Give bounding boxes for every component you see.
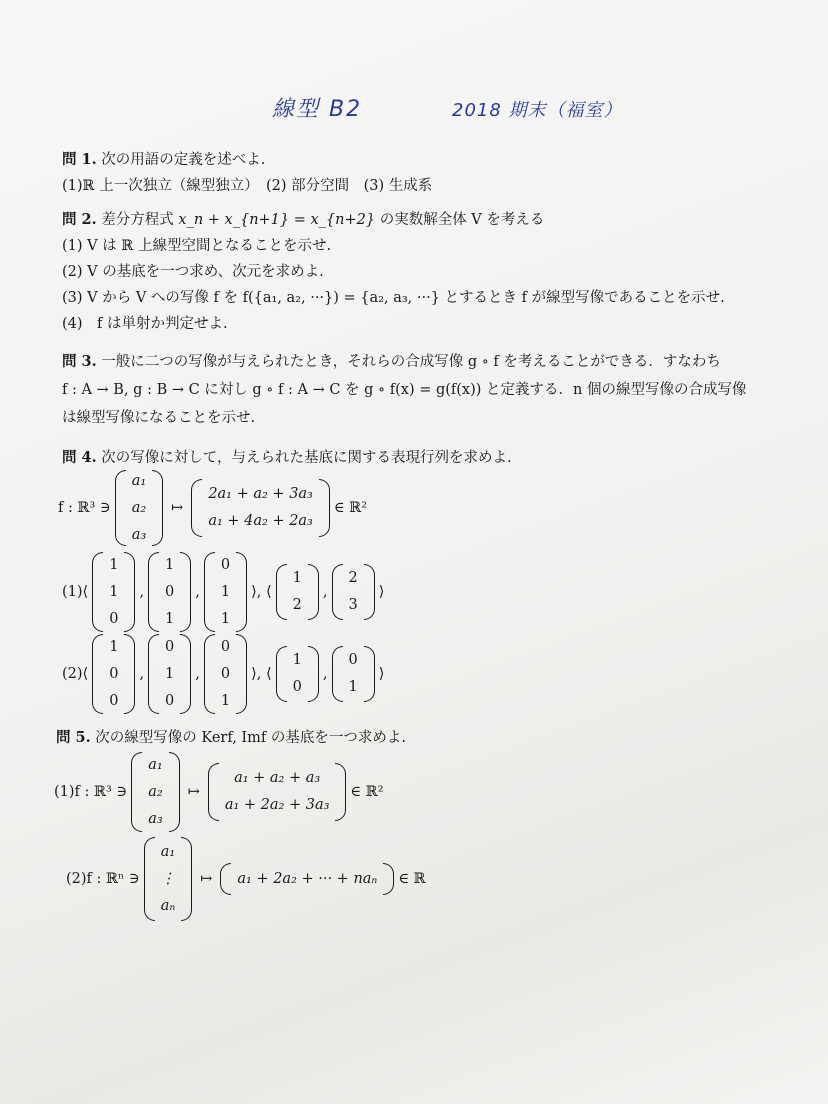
q5-sub1: (1)f : ℝ³ ∋ a₁ a₂ a₃ ↦ a₁ + a₂ + a₃ a₁ + 2a₂ + 3a₃ ∈ ℝ² xyxy=(54,752,384,832)
q2-text-pre: 差分方程式 xyxy=(101,212,179,228)
q2-item-4: (4) f は単射か判定せよ. xyxy=(62,316,228,332)
q4-sub1-basis-vector: 0 1 1 xyxy=(204,552,247,633)
q4-sub2-target-vector: 0 1 xyxy=(332,646,375,702)
q4-sub1-label: (1)⟨ xyxy=(62,584,89,600)
q2-label: 問 2. xyxy=(62,211,97,228)
q3-line-1 xyxy=(62,352,721,372)
q5-text: 次の線型写像の Kerf, Imf の基底を一つ求めよ. xyxy=(95,730,406,746)
q5-sub1-input-vector: a₁ a₂ a₃ xyxy=(131,752,179,833)
q2-item-1: (1) V は ℝ 上線型空間となることを示せ. xyxy=(62,238,332,254)
q2-equation: x_n + x_{n+1} = x_{n+2} xyxy=(178,212,376,228)
q4-output-vector: 2a₁ + a₂ + 3a₃ a₁ + 4a₂ + 2a₃ xyxy=(191,479,330,537)
q4-sub1-basis-vector: 1 1 0 xyxy=(92,552,135,633)
q2-item-3: (3) V から V への写像 f を f({a₁, a₂, ···}) = {a₂, a₃, ···} とするとき f が線型写像であることを示せ. xyxy=(62,290,725,306)
q4-mapsto: ↦ xyxy=(171,500,184,516)
handwritten-meta: 2018 期末（福室） xyxy=(452,100,623,121)
q4-map-prefix: f : ℝ³ ∋ xyxy=(58,500,111,516)
q1-heading xyxy=(62,150,265,170)
q1-items: (1)ℝ 上一次独立（線型独立） (2) 部分空間 (3) 生成系 xyxy=(62,178,433,194)
q5-sub2-input-vector: a₁ ⋮ aₙ xyxy=(144,837,193,921)
q4-sub2-target-vector: 1 0 xyxy=(276,646,319,702)
q5-sub1-prefix: (1)f : ℝ³ ∋ xyxy=(54,784,128,800)
q4-sub2-basis-vector: 0 0 1 xyxy=(204,634,247,715)
q3-line-3: は線型写像になることを示せ. xyxy=(62,410,256,426)
q4-heading xyxy=(62,448,512,468)
q5-sub2-output-vector: a₁ + 2a₂ + ··· + naₙ xyxy=(220,863,394,895)
q4-input-vector: a₁ a₂ a₃ xyxy=(115,468,163,549)
q5-sub2-codomain: ∈ ℝ xyxy=(398,871,426,887)
q4-sub2-basis-vector: 0 1 0 xyxy=(148,634,191,715)
q2-heading xyxy=(62,210,544,230)
q5-sub2: (2)f : ℝⁿ ∋ a₁ ⋮ aₙ ↦ a₁ + 2a₂ + ··· + naₙ ∈ ℝ xyxy=(66,836,426,922)
q4-sub1-basis-vector: 1 0 1 xyxy=(148,552,191,633)
q4-text: 次の写像に対して，与えられた基底に関する表現行列を求めよ. xyxy=(101,450,512,466)
q4-codomain: ∈ ℝ² xyxy=(333,500,368,516)
q3-text-1: 一般に二つの写像が与えられたとき，それらの合成写像 g ∘ f を考えることができる．すなわち xyxy=(101,354,721,370)
q1-text: 次の用語の定義を述べよ. xyxy=(101,152,266,168)
q4-sub2-label: (2)⟨ xyxy=(62,666,89,682)
q5-label: 問 5. xyxy=(56,729,91,746)
q2-item-2: (2) V の基底を一つ求め、次元を求めよ. xyxy=(62,264,324,280)
q5-sub1-codomain: ∈ ℝ² xyxy=(350,784,384,800)
q3-label: 問 3. xyxy=(62,353,97,370)
q4-sub1-target-vector: 1 2 xyxy=(276,564,319,620)
q4-label: 問 4. xyxy=(62,449,97,466)
q4-sub1: (1)⟨ 1 1 0 , 1 0 1 , 0 1 1 ⟩, ⟨ 1 2 , 2 3 ⟩ xyxy=(62,552,384,632)
q3-line-2: f : A → B, g : B → C に対し g ∘ f : A → C を g ∘ f(x) = g(f(x)) と定義する．n 個の線型写像の合成写像 xyxy=(62,382,747,398)
q5-heading xyxy=(56,728,406,748)
q4-sub1-target-vector: 2 3 xyxy=(332,564,375,620)
q1-label: 問 1. xyxy=(62,151,97,168)
q2-text-post: の実数解全体 V を考える xyxy=(379,212,545,228)
q4-sub2-basis-vector: 1 0 0 xyxy=(92,634,135,715)
q4-sub2: (2)⟨ 1 0 0 , 0 1 0 , 0 0 1 ⟩, ⟨ 1 0 , 0 1 ⟩ xyxy=(62,634,384,714)
q4-map xyxy=(58,470,367,546)
handwritten-title: 線型 B2 xyxy=(272,97,363,122)
q5-sub1-output-vector: a₁ + a₂ + a₃ a₁ + 2a₂ + 3a₃ xyxy=(208,763,347,821)
q5-sub2-prefix: (2)f : ℝⁿ ∋ xyxy=(66,871,140,887)
